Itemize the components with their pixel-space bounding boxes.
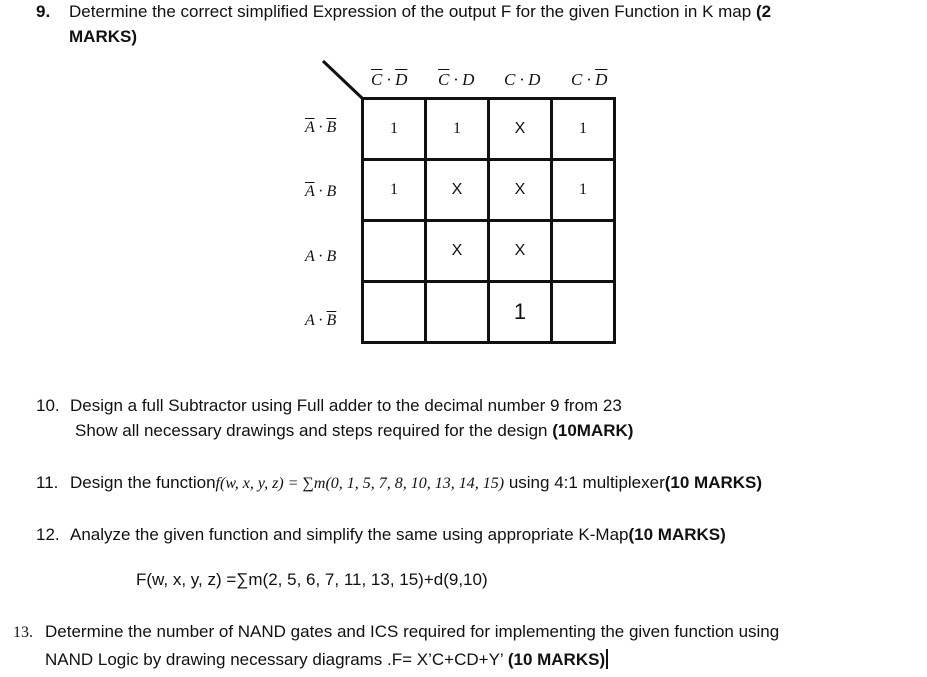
q11-number: 11.	[36, 473, 59, 492]
kmap-grid	[361, 97, 616, 344]
kmap-cell: X	[489, 221, 552, 282]
kmap-cell: X	[489, 99, 552, 160]
q9-marks-a: (2	[755, 2, 772, 21]
kmap-cell: X	[426, 221, 489, 282]
q11-line: Design the functionf(w, x, y, z) = ∑m(0, 1, 5, 7, 8, 10, 13, 14, 15) using 4:1 multiplexer(10 MARKS)	[70, 473, 763, 492]
q11-formula: f(w, x, y, z) = ∑m(0, 1, 5, 7, 8, 10, 13, 14, 15)	[215, 475, 505, 492]
q13-line2: NAND Logic by drawing necessary diagrams .F= X’C+CD+Y’ (10 MARKS)	[45, 648, 608, 672]
kmap-cell: 1	[552, 99, 615, 160]
text-cursor	[606, 649, 608, 669]
q10-line2: Show all necessary drawings and steps required for the design (10MARK)	[75, 421, 634, 440]
kmap-cell: 1	[363, 99, 426, 160]
q10-number: 10.	[36, 396, 60, 415]
q12-line: Analyze the given function and simplify the same using appropriate K-Map(10 MARKS)	[70, 525, 726, 544]
q13-number: 13.	[13, 624, 33, 641]
col-header-4: $C \cdot \overline{D}$	[571, 70, 608, 89]
kmap-row	[363, 221, 615, 282]
col-header-2: $\overline{C} \cdot D$	[438, 70, 475, 89]
q13-line1: Determine the number of NAND gates and ICS required for implementing the given function using	[45, 622, 780, 641]
kmap-cell	[552, 221, 615, 282]
kmap-cell	[552, 282, 615, 343]
q9-body: Determine the correct simplified Expression of the output F for the given Function in K map	[69, 2, 752, 21]
row-header-3: A · B	[305, 248, 337, 265]
kmap-cell: 1	[426, 99, 489, 160]
q12-number: 12.	[36, 525, 60, 544]
kmap-row	[363, 160, 615, 221]
col-header-3: C · D	[504, 70, 541, 89]
kmap-cell: 1	[552, 160, 615, 221]
q9-text	[69, 0, 771, 24]
col-header-1: $\overline{C} \cdot \overline{D}$	[371, 70, 408, 89]
row-header-2: $\overline{A} \cdot B$	[305, 183, 337, 200]
q9-marks-b: MARKS)	[69, 27, 137, 46]
kmap-cell: 1	[363, 160, 426, 221]
kmap-cell: 1	[489, 282, 552, 343]
kmap-row	[363, 282, 615, 343]
q9-number: 9.	[36, 2, 51, 21]
row-header-4: $A \cdot \overline{B}$	[305, 312, 337, 329]
kmap-cell: X	[489, 160, 552, 221]
q11-marks: (10 MARKS)	[664, 473, 763, 492]
q13-marks: (10 MARKS)	[507, 650, 606, 669]
kmap-cell	[426, 282, 489, 343]
q12-marks: (10 MARKS)	[628, 525, 726, 544]
kmap-cell	[363, 282, 426, 343]
q12-formula: F(w, x, y, z) =∑m(2, 5, 6, 7, 11, 13, 15)+d(9,10)	[136, 570, 488, 589]
row-header-1: $\overline{A} \cdot \overline{B}$	[305, 119, 337, 136]
kmap-row	[363, 99, 615, 160]
q10-marks: (10MARK)	[552, 421, 634, 440]
kmap-cell	[363, 221, 426, 282]
kmap-cell: X	[426, 160, 489, 221]
q10-line1: Design a full Subtractor using Full adder to the decimal number 9 from 23	[70, 396, 622, 415]
